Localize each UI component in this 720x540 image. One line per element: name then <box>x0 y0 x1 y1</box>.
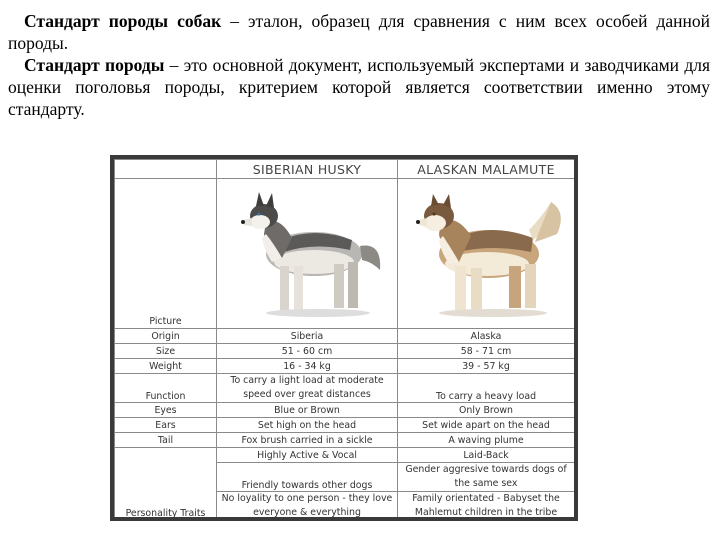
husky-picture-cell <box>217 179 398 329</box>
husky-weight: 16 - 34 kg <box>217 359 398 374</box>
husky-trait-2: Friendly towards other dogs <box>217 463 398 492</box>
comparison-table-wrap <box>114 159 574 517</box>
table-row <box>115 403 575 418</box>
husky-ears: Set high on the head <box>217 418 398 433</box>
husky-eyes: Blue or Brown <box>217 403 398 418</box>
header-siberian-husky: SIBERIAN HUSKY <box>217 160 398 179</box>
picture-row <box>115 179 575 329</box>
paragraph-1 <box>8 10 710 54</box>
table-row <box>115 374 575 403</box>
husky-function: To carry a light load at moderate speed over great distances <box>217 374 398 403</box>
table-row <box>115 448 575 463</box>
header-blank <box>115 160 217 179</box>
paragraph-2 <box>8 54 710 120</box>
malamute-trait-1: Laid-Back <box>398 448 575 463</box>
alaskan-malamute-illustration <box>401 182 571 322</box>
row-label-function: Function <box>115 374 217 403</box>
row-label-origin: Origin <box>115 329 217 344</box>
breed-comparison-table <box>114 159 574 517</box>
table-row <box>115 359 575 374</box>
table-row <box>115 329 575 344</box>
malamute-origin: Alaska <box>398 329 575 344</box>
picture-label: Picture <box>115 179 217 329</box>
row-label-tail: Tail <box>115 433 217 448</box>
row-label-ears: Ears <box>115 418 217 433</box>
row-label-size: Size <box>115 344 217 359</box>
header-row <box>115 160 575 179</box>
row-label-personality-traits: Personality Traits <box>115 448 217 518</box>
siberian-husky-illustration <box>222 182 392 322</box>
term-1: Стандарт породы собак <box>24 11 222 31</box>
malamute-ears: Set wide apart on the head <box>398 418 575 433</box>
intro-text <box>8 10 710 120</box>
malamute-weight: 39 - 57 kg <box>398 359 575 374</box>
table-row <box>115 418 575 433</box>
husky-origin: Siberia <box>217 329 398 344</box>
malamute-eyes: Only Brown <box>398 403 575 418</box>
husky-size: 51 - 60 cm <box>217 344 398 359</box>
husky-trait-3: No loyality to one person - they love everyone & everything <box>217 492 398 518</box>
table-row <box>115 344 575 359</box>
malamute-trait-2: Gender aggresive towards dogs of the same sex <box>398 463 575 492</box>
husky-trait-1: Highly Active & Vocal <box>217 448 398 463</box>
husky-tail: Fox brush carried in a sickle <box>217 433 398 448</box>
definition-2: – это основной документ, используемый экспертами и заводчиками для оценки поголовья породы, критерием которой является соответствии именно этому стандарту. <box>8 55 711 119</box>
table-row <box>115 433 575 448</box>
row-label-eyes: Eyes <box>115 403 217 418</box>
header-alaskan-malamute: ALASKAN MALAMUTE <box>398 160 575 179</box>
malamute-tail: A waving plume <box>398 433 575 448</box>
malamute-function: To carry a heavy load <box>398 374 575 403</box>
malamute-picture-cell <box>398 179 575 329</box>
definition-1: – эталон, образец для сравнения с ним всех особей данной породы. <box>8 11 711 53</box>
term-2: Стандарт породы <box>24 55 165 75</box>
malamute-size: 58 - 71 cm <box>398 344 575 359</box>
breed-comparison-figure <box>110 155 578 521</box>
row-label-weight: Weight <box>115 359 217 374</box>
malamute-trait-3: Family orientated - Babyset the Mahlemut children in the tribe <box>398 492 575 518</box>
